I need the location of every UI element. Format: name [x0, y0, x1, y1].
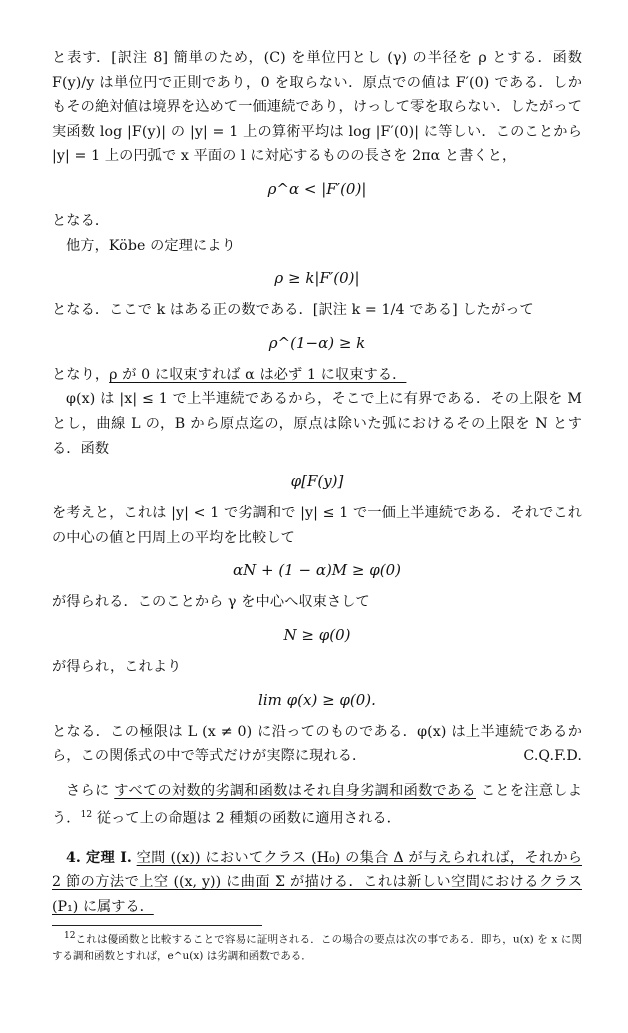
paper-page — [52, 46, 582, 964]
equation-mean-value: αN + (1 − α)M ≥ φ(0) — [232, 561, 402, 580]
log-sub-prefix: さらに — [66, 782, 110, 799]
convergence-underlined: ρ が 0 に収束すれば α は必ず 1 に収束する． — [109, 366, 407, 383]
footnote-text: これは優函数と比較することで容易に証明される．この場合の要点は次の事である．即ち，u(x) を x に関する調和函数とすれば，e^u(x) は劣調和函数である． — [52, 933, 582, 962]
equation-rho-alpha: ρ^α < |F′(0)| — [267, 179, 367, 198]
paragraph-kobe: 他方，Köbe の定理により — [66, 237, 236, 254]
qed-mark: C.Q.F.D. — [523, 748, 582, 765]
paragraph-k-positive: となる．ここで k はある正の数である．[訳注 k = 1/4 である] したがって — [52, 302, 534, 319]
paragraph-result-1: となる． — [52, 212, 110, 229]
limit-text: となる．この極限は L (x ≠ 0) に沿ってのものである．φ(x) は上半連続であるから，この関係式の中で等式だけが実際に現れる． — [52, 723, 582, 765]
log-sub-middle: ことを注意しよう． — [52, 782, 582, 828]
paragraph-convergence — [52, 363, 582, 388]
log-sub-underlined: すべての対数的劣調和函数はそれ自身劣調和函数である — [114, 782, 476, 799]
paragraph-hence: が得られ，これより — [52, 658, 182, 675]
equation-limsup: lim φ(x) ≥ φ(0). — [258, 690, 376, 709]
paragraph-intro: と表す．[訳注 8] 簡単のため，(C) を単位円とし (γ) の半径を ρ とする．函数 F(y)/y は単位円で正則であり，0 を取らない．原点での値は F′(0) である．しかもその絶対値は境界を込めて一価連続であり，けっして零を取らない．したがって実函数 log |F(y)| の |y| = 1 上の算術平均は log |F′(0)| に等しい．このことから |y| = 1 上の円弧で x 平面の l に対応するものの長さを 2πα と書くと， — [52, 50, 582, 165]
equation-phi-F: φ[F(y)] — [290, 472, 344, 491]
footnote-mark: 12 — [64, 931, 76, 942]
footnote-12 — [52, 928, 582, 964]
equation-N: N ≥ φ(0) — [283, 625, 351, 644]
equation-rho-one-minus-alpha: ρ^(1−α) ≥ k — [268, 333, 366, 352]
theorem-I — [52, 846, 582, 920]
paragraph-phi-bounded: φ(x) は |x| ≤ 1 で上半連続であるから，そこで上に有界である．その上限を M とし，曲線 L の，B から原点迄の，原点は除いた弧におけるその上限を N とする．函数 — [52, 391, 582, 457]
convergence-prefix: となり， — [52, 366, 110, 383]
paragraph-limit — [52, 720, 582, 769]
theorem-label: 4. 定理 I. — [66, 849, 132, 866]
footnote-divider — [52, 925, 262, 926]
paragraph-log-subharmonic — [52, 779, 582, 832]
paragraph-gamma-shrink: が得られる．このことから γ を中心へ収束さして — [52, 594, 370, 611]
log-sub-suffix: 従って上の命題は 2 種類の函数に適用される． — [96, 811, 401, 828]
footnote-ref-12: 12 — [80, 810, 93, 821]
equation-kobe: ρ ≥ k|F′(0)| — [274, 269, 360, 288]
theorem-statement: 空間 ((x)) においてクラス (H₀) の集合 Δ が与えられれば，それから 2 節の方法で上空 ((x, y)) に曲面 Σ が描ける．これは新しい空間におけるクラス (P₁) に属する． — [52, 849, 582, 915]
paragraph-subharmonic: を考えと，これは |y| < 1 で劣調和で |y| ≤ 1 で一価上半連続である．それでこれの中心の値と円周上の平均を比較して — [52, 505, 582, 546]
